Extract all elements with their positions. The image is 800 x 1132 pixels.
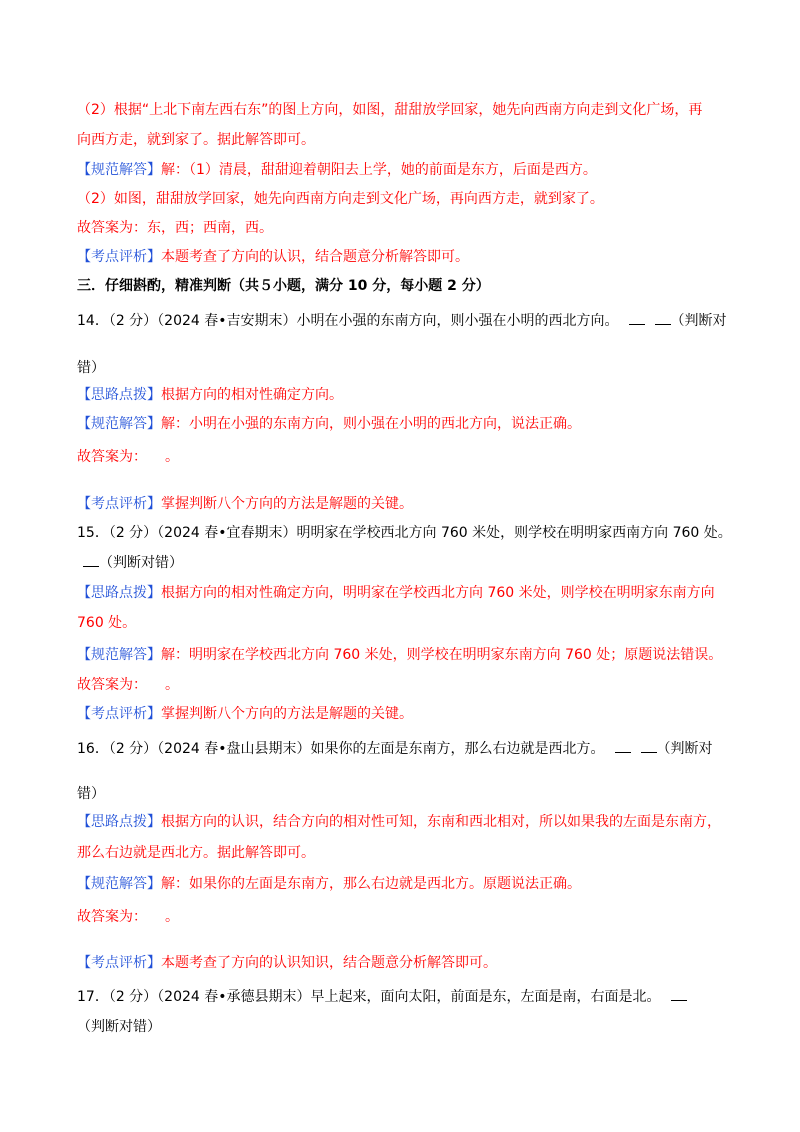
q16-answer-line	[77, 907, 179, 927]
q16-evaluation-line	[77, 953, 497, 973]
solution-text: 解：小明在小强的东南方向，则小强在小明的西北方向，说法正确。	[161, 416, 581, 432]
answer-blank	[641, 738, 657, 753]
solution-tag: 【规范解答】	[77, 162, 161, 178]
answer-blank	[671, 986, 687, 1001]
evaluation-line	[77, 247, 469, 267]
hint-tag: 【思路点拨】	[77, 814, 161, 830]
evaluation-text: 本题考查了方向的认识知识，结合题意分析解答即可。	[161, 955, 497, 971]
answer-label: 故答案为：	[77, 909, 147, 925]
evaluation-text: 掌握判断八个方向的方法是解题的关键。	[161, 706, 413, 722]
section-heading: 三．仔细斟酌，精准判断（共５小题，满分 10 分，每小题 2 分）	[77, 278, 490, 294]
explanation-line-2: 向西方走，就到家了。据此解答即可。	[77, 132, 315, 148]
q14-hint-line	[77, 385, 343, 405]
hint-tag: 【思路点拨】	[77, 585, 161, 601]
explanation-line-1: （2）根据“上北下南左西右东”的图上方向，如图，甜甜放学回家，她先向西南方向走到文化广场，再	[77, 102, 703, 118]
evaluation-text: 掌握判断八个方向的方法是解题的关键。	[161, 496, 413, 512]
answer-line: 故答案为：东，西；西南，西。	[77, 220, 273, 236]
answer-mark: 。	[165, 677, 179, 693]
solution-tag: 【规范解答】	[77, 647, 161, 663]
q14-answer-line	[77, 447, 179, 467]
question-17	[77, 986, 687, 1007]
hint-tag: 【思路点拨】	[77, 387, 161, 403]
answer-label: 故答案为：	[77, 449, 147, 465]
q15-solution-line	[77, 645, 722, 665]
q16-solution-line	[77, 874, 581, 894]
solution-tag: 【规范解答】	[77, 416, 161, 432]
question-15: 15．（2 分）（2024 春•宜春期末）明明家在学校西北方向 760 米处，则学校在明明家西南方向 760 处。	[77, 525, 732, 541]
answer-blank	[655, 310, 671, 325]
answer-mark: 。	[165, 909, 179, 925]
q15-hint-line	[77, 583, 715, 603]
question-15-wrap	[83, 552, 183, 573]
evaluation-tag: 【考点评析】	[77, 249, 161, 265]
question-16	[77, 738, 713, 759]
solution-text: 解：明明家在学校西北方向 760 米处，则学校在明明家东南方向 760 处；原题说法错误。	[161, 647, 723, 663]
question-16-tail: （判断对	[656, 741, 713, 757]
answer-blank	[83, 552, 99, 567]
evaluation-tag: 【考点评析】	[77, 496, 161, 512]
hint-text: 根据方向的相对性确定方向，明明家在学校西北方向 760 米处，则学校在明明家东南方向	[161, 585, 715, 601]
answer-label: 故答案为：	[77, 677, 147, 693]
evaluation-tag: 【考点评析】	[77, 955, 161, 971]
q16-hint-line-2: 那么右边就是西北方。据此解答即可。	[77, 845, 315, 861]
question-15-tail: （判断对错）	[99, 555, 183, 571]
q14-solution-line	[77, 414, 581, 434]
solution-text: 解：（1）清晨，甜甜迎着朝阳去上学，她的前面是东方，后面是西方。	[161, 162, 597, 178]
question-17-text: 17．（2 分）（2024 春•承德县期末）早上起来，面向太阳，前面是东，左面是南，右面是北。	[77, 989, 661, 1005]
question-17-wrap: （判断对错）	[77, 1019, 161, 1035]
answer-blank	[629, 310, 645, 325]
q15-evaluation-line	[77, 704, 413, 724]
question-14-text: 14．（2 分）（2024 春•吉安期末）小明在小强的东南方向，则小强在小明的西北方向。	[77, 313, 619, 329]
question-14	[77, 310, 727, 331]
question-16-wrap: 错）	[77, 786, 105, 802]
solution-line	[77, 160, 597, 180]
hint-text: 根据方向的相对性确定方向。	[161, 387, 343, 403]
question-14-tail: （判断对	[670, 313, 727, 329]
q15-answer-line	[77, 675, 179, 695]
q15-hint-line-2: 760 处。	[77, 615, 137, 631]
answer-blank	[615, 738, 631, 753]
solution-text: 解：如果你的左面是东南方，那么右边就是西北方。原题说法正确。	[161, 876, 581, 892]
evaluation-tag: 【考点评析】	[77, 706, 161, 722]
q14-evaluation-line	[77, 494, 413, 514]
question-16-text: 16．（2 分）（2024 春•盘山县期末）如果你的左面是东南方，那么右边就是西北方。	[77, 741, 605, 757]
q16-hint-line	[77, 812, 721, 832]
answer-mark: 。	[165, 449, 179, 465]
solution-line-2: （2）如图，甜甜放学回家，她先向西南方向走到文化广场，再向西方走，就到家了。	[77, 191, 604, 207]
evaluation-text: 本题考查了方向的认识，结合题意分析解答即可。	[161, 249, 469, 265]
question-14-wrap: 错）	[77, 360, 105, 376]
solution-tag: 【规范解答】	[77, 876, 161, 892]
hint-text: 根据方向的认识，结合方向的相对性可知，东南和西北相对，所以如果我的左面是东南方，	[161, 814, 721, 830]
